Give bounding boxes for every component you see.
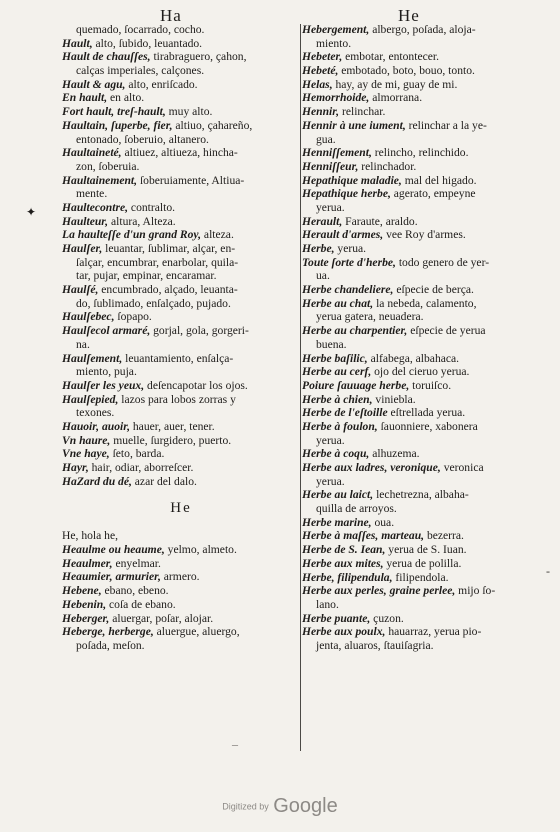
headword: Herbe puante,: [302, 611, 371, 625]
translation: viniebla.: [372, 392, 416, 406]
headword: Haulteur,: [62, 214, 109, 228]
translation: muy alto.: [165, 105, 213, 119]
dictionary-line: [62, 365, 300, 379]
translation: tirabraguero, çahon,: [150, 50, 247, 64]
translation: toruiſco.: [409, 378, 452, 392]
translation: gorjal, gola, gorgeri-: [150, 324, 249, 338]
headword: Heaumier, armurier,: [62, 570, 161, 584]
translation: lazos para lobos zorras y: [118, 392, 236, 406]
headword: Herbe marine,: [302, 515, 372, 529]
translation: albergo, poſada, aloja-: [369, 23, 476, 36]
headword: Hebeter,: [302, 50, 343, 64]
translation: encumbrado, alçado, leuanta-: [98, 283, 238, 297]
translation: contralto.: [128, 200, 176, 214]
right-column: [302, 23, 546, 653]
dictionary-line: [62, 146, 300, 160]
dictionary-line: [302, 119, 546, 133]
headword: Herbe chandeliere,: [302, 283, 394, 297]
headword: Herbe à foulon,: [302, 419, 378, 433]
dictionary-line: [62, 201, 300, 215]
translation: vee Roy d'armes.: [383, 228, 466, 242]
translation: texones.: [76, 406, 115, 420]
dictionary-line: [302, 365, 546, 379]
translation: poſada, meſon.: [76, 638, 145, 652]
dictionary-line: [302, 50, 546, 64]
dictionary-line: [62, 557, 300, 571]
translation: ebano, ebeno.: [101, 584, 169, 598]
headword: Heaulmer,: [62, 556, 113, 570]
translation: muelle, ſurgidero, puerto.: [110, 433, 232, 447]
headword: Hebene,: [62, 584, 102, 598]
dictionary-line: [62, 406, 300, 420]
dictionary-line: [62, 475, 300, 489]
translation: çuzon.: [370, 611, 404, 625]
dictionary-line: [302, 557, 546, 571]
translation: zon, ſoberuia.: [76, 159, 140, 173]
spacer: [62, 488, 300, 497]
dictionary-line: [62, 228, 300, 242]
headword: Hennir à une iument,: [302, 118, 406, 132]
dictionary-line: [62, 215, 300, 229]
headword: Herbe aux perles, graine perlee,: [302, 584, 456, 598]
translation: en alto.: [107, 91, 145, 105]
translation: yerua.: [316, 474, 345, 488]
dictionary-line: [62, 310, 300, 324]
dictionary-line: [302, 516, 546, 530]
dictionary-line: [62, 338, 300, 352]
translation: armero.: [160, 570, 200, 584]
headword: Helas,: [302, 77, 333, 91]
translation: hair, odiar, aborreſcer.: [88, 461, 194, 474]
translation: yerua.: [316, 433, 345, 447]
translation: relincho, relinchido.: [371, 146, 469, 160]
translation: altura, Alteza.: [108, 214, 176, 228]
headword: Herault,: [302, 214, 343, 228]
headword: Hayr,: [62, 461, 89, 474]
dictionary-line: [302, 297, 546, 311]
dictionary-line: [62, 352, 300, 366]
dictionary-line: [62, 133, 300, 147]
dictionary-line: [62, 105, 300, 119]
headword: Herbe à chien,: [302, 392, 373, 406]
dictionary-line: [62, 187, 300, 201]
headword: Herbe de S. Iean,: [302, 543, 386, 557]
dictionary-line: [62, 625, 300, 639]
dictionary-line: [62, 78, 300, 92]
translation: aluergar, poſar, alojar.: [109, 611, 214, 625]
translation: yerua gatera, neuadera.: [316, 310, 424, 324]
headword: Hauoir, auoir,: [62, 419, 130, 433]
translation: todo genero de yer-: [395, 255, 490, 269]
headword: Hebenin,: [62, 597, 107, 611]
translation: la nebeda, calamento,: [373, 296, 477, 310]
dictionary-line: [62, 461, 300, 475]
headword: Heberger,: [62, 611, 110, 625]
dictionary-line: [302, 529, 546, 543]
dictionary-line: [62, 242, 300, 256]
dictionary-line: [302, 488, 546, 502]
headword: Vn haure,: [62, 433, 111, 447]
headword: Herbe à coqu,: [302, 447, 370, 461]
edge-hyphen: -: [546, 564, 550, 578]
translation: relinchar.: [339, 105, 386, 119]
dictionary-line: [62, 269, 300, 283]
translation: mal del higado.: [401, 173, 477, 187]
translation: aluergue, aluergo,: [153, 625, 240, 639]
translation: He, hola he,: [62, 529, 119, 543]
dictionary-line: [302, 612, 546, 626]
headword: Haultaineté,: [62, 146, 122, 160]
translation: ojo del cieruo yerua.: [371, 365, 470, 379]
dictionary-line: [302, 324, 546, 338]
translation: jenta, aluaros, ſtauiſagria.: [316, 638, 434, 652]
dictionary-line: [302, 625, 546, 639]
translation: leuantar, ſublimar, alçar, en-: [102, 242, 236, 255]
dictionary-line: [302, 133, 546, 147]
translation: hauarraz, yerua pio-: [385, 625, 482, 639]
translation: miento, puja.: [76, 365, 137, 379]
headword: Haulſebec,: [62, 310, 115, 324]
dictionary-line: [62, 297, 300, 311]
spacer: [62, 520, 300, 529]
dictionary-line: [62, 64, 300, 78]
headword: Herault d'armes,: [302, 228, 384, 242]
dictionary-line: [302, 310, 546, 324]
translation: entonado, ſoberuio, altanero.: [76, 132, 209, 146]
dictionary-line: [62, 50, 300, 64]
translation: eſtrellada yerua.: [387, 406, 466, 420]
translation: mijo ſo-: [455, 584, 496, 598]
dictionary-line: [62, 119, 300, 133]
translation: almorrana.: [369, 91, 423, 105]
headword: Herbe au laict,: [302, 488, 374, 502]
watermark-brand: Google: [273, 795, 338, 817]
headword: Haultecontre,: [62, 200, 129, 214]
dictionary-line: [62, 23, 300, 37]
dictionary-line: [302, 23, 546, 37]
translation: ſalçar, encumbrar, enarbolar, quila-: [76, 255, 239, 269]
dictionary-line: [302, 639, 546, 653]
dictionary-line: [302, 201, 546, 215]
headword: Haulſement,: [62, 351, 123, 365]
headword: Vne haye,: [62, 447, 110, 461]
translation: ſopapo.: [114, 310, 152, 324]
dictionary-line: [62, 256, 300, 270]
headword: Herbe au chat,: [302, 296, 374, 310]
dictionary-line: [62, 570, 300, 584]
translation: azar del dalo.: [131, 474, 197, 488]
headword: Hebergement,: [302, 23, 370, 36]
translation: hauer, auer, tener.: [129, 419, 215, 433]
headword: Haultainement,: [62, 173, 138, 187]
translation: buena.: [316, 337, 347, 351]
translation: yerua.: [316, 200, 345, 214]
headword: Herbe baſilic,: [302, 351, 368, 365]
dictionary-line: [302, 146, 546, 160]
dictionary-line: [62, 584, 300, 598]
translation: eſpecie de yerua: [407, 324, 486, 338]
translation: Faraute, araldo.: [342, 214, 418, 228]
running-header-right: He: [398, 6, 420, 25]
dictionary-line: [302, 269, 546, 283]
headword: Herbe de l'eſtoille: [302, 406, 388, 420]
translation: deſencapotar los ojos.: [144, 378, 248, 392]
dictionary-line: [302, 502, 546, 516]
stray-dash: –: [232, 737, 238, 751]
translation: ſoberuiamente, Altiua-: [137, 173, 245, 187]
translation: ſauonniere, xabonera: [377, 419, 478, 433]
column-divider: [300, 24, 301, 751]
headword: Haulſer,: [62, 242, 103, 255]
headword: Heberge, herberge,: [62, 625, 154, 639]
headword: La haulteſſe d'un grand Roy,: [62, 228, 202, 242]
translation: alto, ſubido, leuantado.: [92, 36, 203, 50]
translation: leuantamiento, enſalça-: [122, 351, 234, 365]
headword: HaZard du dé,: [62, 474, 132, 488]
dictionary-line: [302, 174, 546, 188]
headword: Hebeté,: [302, 64, 339, 78]
dictionary-line: [302, 187, 546, 201]
left-column: [62, 23, 300, 653]
dictionary-line: [302, 420, 546, 434]
headword: Haultain, ſuperbe, fier,: [62, 118, 173, 132]
headword: Herbe aux mites,: [302, 556, 384, 570]
translation: yerua de polilla.: [383, 556, 462, 570]
dictionary-line: [62, 598, 300, 612]
headword: Haulſer les yeux,: [62, 378, 145, 392]
translation: hay, ay de mi, guay de mi.: [332, 77, 458, 91]
dictionary-line: [302, 584, 546, 598]
translation: miento.: [316, 36, 352, 50]
dictionary-line: [302, 338, 546, 352]
translation: coſa de ebano.: [106, 597, 176, 611]
headword: Herbe à maſſes, marteau,: [302, 529, 425, 543]
dictionary-line: [62, 283, 300, 297]
digitized-watermark: [0, 795, 560, 818]
translation: lano.: [316, 597, 339, 611]
translation: embotado, boto, bouo, tonto.: [338, 64, 475, 78]
translation: alhuzema.: [369, 447, 420, 461]
headword: Henniſſeur,: [302, 159, 359, 173]
dictionary-line: [302, 256, 546, 270]
translation: alfabega, albahaca.: [367, 351, 460, 365]
headword: Herbe, filipendula,: [302, 570, 393, 584]
translation: tar, pujar, empinar, encaramar.: [76, 269, 217, 283]
translation: agerato, empeyne: [390, 187, 476, 201]
dictionary-line: [302, 215, 546, 229]
headword: Poiure ſauuage herbe,: [302, 378, 410, 392]
translation: gua.: [316, 132, 336, 146]
headword: Herbe au cerf,: [302, 365, 372, 379]
headword: Fort hault, treſ-hault,: [62, 105, 166, 119]
watermark-prefix: Digitized by: [222, 801, 269, 812]
translation: altiuo, çahareño,: [172, 118, 253, 132]
translation: eſpecie de berça.: [393, 283, 474, 297]
translation: ſeto, barda.: [109, 447, 165, 461]
translation: quemado, ſocarrado, cocho.: [76, 23, 205, 36]
dictionary-line: [62, 324, 300, 338]
dictionary-line: [302, 228, 546, 242]
dictionary-line: [302, 160, 546, 174]
headword: Hennir,: [302, 105, 340, 119]
dictionary-line: [302, 434, 546, 448]
dictionary-line: [62, 160, 300, 174]
dictionary-line: [62, 447, 300, 461]
dictionary-line: [302, 406, 546, 420]
translation: bezerra.: [424, 529, 464, 543]
headword: Haulſepied,: [62, 392, 119, 406]
translation: lechetrezna, albaha-: [373, 488, 469, 502]
dictionary-line: [302, 571, 546, 585]
dictionary-line: [62, 529, 300, 543]
translation: yelmo, almeto.: [164, 543, 237, 557]
translation: alto, enriſcado.: [125, 77, 198, 91]
headword: Herbe au charpentier,: [302, 324, 408, 338]
dictionary-line: [302, 461, 546, 475]
headword: Hault,: [62, 36, 93, 50]
dictionary-line: [302, 543, 546, 557]
translation: yerua de S. Iuan.: [385, 543, 467, 557]
dictionary-line: [62, 91, 300, 105]
dictionary-line: [62, 37, 300, 51]
translation: altiuez, altiueza, hincha-: [121, 146, 238, 160]
dictionary-line: [302, 352, 546, 366]
headword: Herbe aux poulx,: [302, 625, 386, 639]
translation: na.: [76, 337, 90, 351]
headword: Hepathique herbe,: [302, 187, 391, 201]
translation: enyelmar.: [112, 556, 161, 570]
dictionary-line: [62, 639, 300, 653]
dictionary-line: [302, 447, 546, 461]
headword: Henniſſement,: [302, 146, 372, 160]
dictionary-line: [302, 242, 546, 256]
dictionary-line: [302, 78, 546, 92]
dictionary-line: [302, 475, 546, 489]
headword: Heaulme ou heaume,: [62, 543, 165, 557]
translation: filipendola.: [392, 570, 449, 584]
translation: relinchador.: [358, 159, 417, 173]
headword: Hepathique maladie,: [302, 173, 402, 187]
translation: relinchar a la ye-: [405, 118, 487, 132]
dictionary-line: [62, 434, 300, 448]
headword: Haulſecol armaré,: [62, 324, 151, 338]
headword: Herbe,: [302, 242, 335, 255]
headword: Hault & agu,: [62, 77, 126, 91]
translation: calças imperiales, calçones.: [76, 64, 205, 78]
translation: veronica: [440, 461, 484, 474]
headword: Hault de chauſſes,: [62, 50, 151, 64]
headword: Hemorrhoide,: [302, 91, 370, 105]
dictionary-line: [62, 393, 300, 407]
headword: Haulſé,: [62, 283, 99, 297]
translation: alteza.: [201, 228, 234, 242]
translation: quilla de arroyos.: [316, 502, 397, 516]
translation: oua.: [371, 515, 395, 529]
dictionary-line: [302, 393, 546, 407]
headword: En hault,: [62, 91, 108, 105]
translation: yerua.: [334, 242, 367, 255]
dictionary-line: [302, 37, 546, 51]
dictionary-line: [302, 379, 546, 393]
headword: Toute ſorte d'herbe,: [302, 255, 396, 269]
margin-ornament: ✦: [26, 205, 37, 219]
dictionary-line: [302, 64, 546, 78]
dictionary-line: [62, 612, 300, 626]
dictionary-line: [62, 543, 300, 557]
running-header-left: Ha: [160, 6, 182, 25]
headword: Herbe aux ladres, veronique,: [302, 461, 441, 474]
dictionary-line: [302, 283, 546, 297]
dictionary-line: [62, 379, 300, 393]
dictionary-line: [302, 598, 546, 612]
translation: mente.: [76, 187, 108, 201]
translation: ua.: [316, 269, 330, 283]
translation: embotar, entontecer.: [342, 50, 440, 64]
dictionary-line: [302, 91, 546, 105]
dictionary-line: [62, 420, 300, 434]
section-heading: He: [170, 500, 192, 517]
dictionary-line: [302, 105, 546, 119]
dictionary-line: [62, 174, 300, 188]
translation: do, ſublimado, enſalçado, pujado.: [76, 296, 231, 310]
